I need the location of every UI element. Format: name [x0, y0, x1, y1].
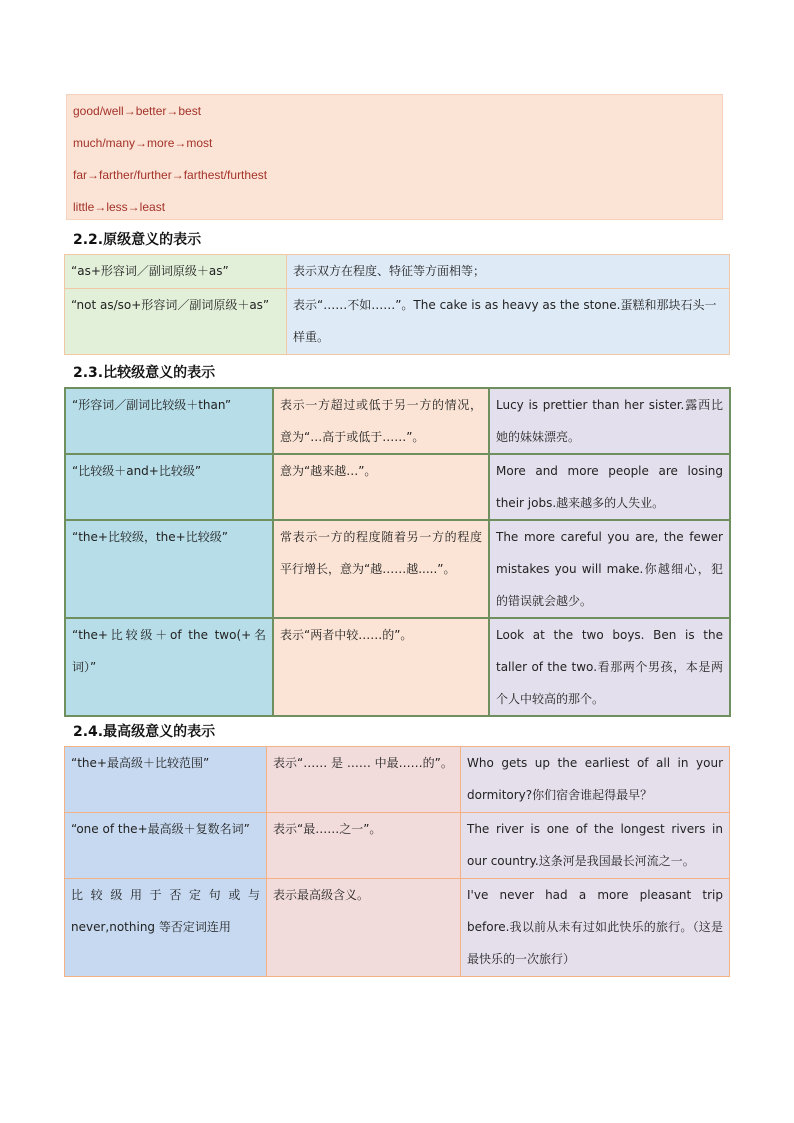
- table-cell: 常表示一方的程度随着另一方的程度平行增长，意为“越……越.....”。: [273, 520, 489, 618]
- section-heading: 2.2.原级意义的表示: [73, 232, 202, 248]
- section-heading: 2.3.比较级意义的表示: [73, 365, 216, 381]
- irregular-form-line: far→farther/further→farthest/furthest: [73, 168, 268, 182]
- table-row: [65, 747, 730, 813]
- table-row: [65, 520, 730, 618]
- table-cell: 表示“最……之一”。: [267, 813, 461, 879]
- table-cell: “as+形容词／副词原级＋as”: [65, 255, 287, 289]
- table-cell: “not as/so+形容词／副词原级＋as”: [65, 289, 287, 355]
- table-cell: Who gets up the earliest of all in your dormitory?你们宿舍谁起得最早？: [461, 747, 730, 813]
- irregular-form-line: good/well→better→best: [73, 104, 202, 118]
- table-cell: The river is one of the longest rivers in our country.这条河是我国最长河流之一。: [461, 813, 730, 879]
- table-cell: 表示“……不如……”。The cake is as heavy as the stone.蛋糕和那块石头一样重。: [287, 289, 730, 355]
- irregular-form-line: much/many→more→most: [73, 136, 213, 150]
- table-cell: The more careful you are, the fewer mistakes you will make.你越细心，犯的错误就会越少。: [489, 520, 730, 618]
- table-cell: 比较级用于否定句或与never,nothing 等否定词连用: [65, 879, 267, 977]
- table-cell: 表示双方在程度、特征等方面相等；: [287, 255, 730, 289]
- table-cell: I've never had a more pleasant trip before.我以前从未有过如此快乐的旅行。（这是最快乐的一次旅行）: [461, 879, 730, 977]
- section-heading: 2.4.最高级意义的表示: [73, 724, 216, 740]
- irregular-forms-box: [66, 94, 723, 220]
- table-cell: 表示一方超过或低于另一方的情况，意为“…高于或低于……”。: [273, 388, 489, 454]
- table-cell: 表示“两者中较……的”。: [273, 618, 489, 716]
- positive-degree-table: [64, 254, 730, 355]
- table-cell: 意为“越来越…”。: [273, 454, 489, 520]
- table-cell: “the+比较级，the+比较级”: [65, 520, 273, 618]
- table-cell: “比较级＋and+比较级”: [65, 454, 273, 520]
- table-cell: Lucy is prettier than her sister.露西比她的妹妹漂亮。: [489, 388, 730, 454]
- table-cell: More and more people are losing their jobs.越来越多的人失业。: [489, 454, 730, 520]
- table-row: [65, 879, 730, 977]
- table-row: [65, 618, 730, 716]
- comparative-degree-table: [64, 387, 731, 717]
- table-row: [65, 813, 730, 879]
- superlative-degree-table: [64, 746, 730, 977]
- irregular-form-line: little→less→least: [73, 200, 166, 214]
- table-cell: “the+比较级＋of the two(+名词）”: [65, 618, 273, 716]
- table-cell: Look at the two boys. Ben is the taller of the two.看那两个男孩，本是两个人中较高的那个。: [489, 618, 730, 716]
- table-row: [65, 454, 730, 520]
- table-row: [65, 388, 730, 454]
- table-cell: “形容词／副词比较级＋than”: [65, 388, 273, 454]
- table-cell: “one of the+最高级＋复数名词”: [65, 813, 267, 879]
- table-row: [65, 289, 730, 355]
- table-cell: 表示“…… 是 …… 中最……的”。: [267, 747, 461, 813]
- table-cell: “the+最高级＋比较范围”: [65, 747, 267, 813]
- table-row: [65, 255, 730, 289]
- table-cell: 表示最高级含义。: [267, 879, 461, 977]
